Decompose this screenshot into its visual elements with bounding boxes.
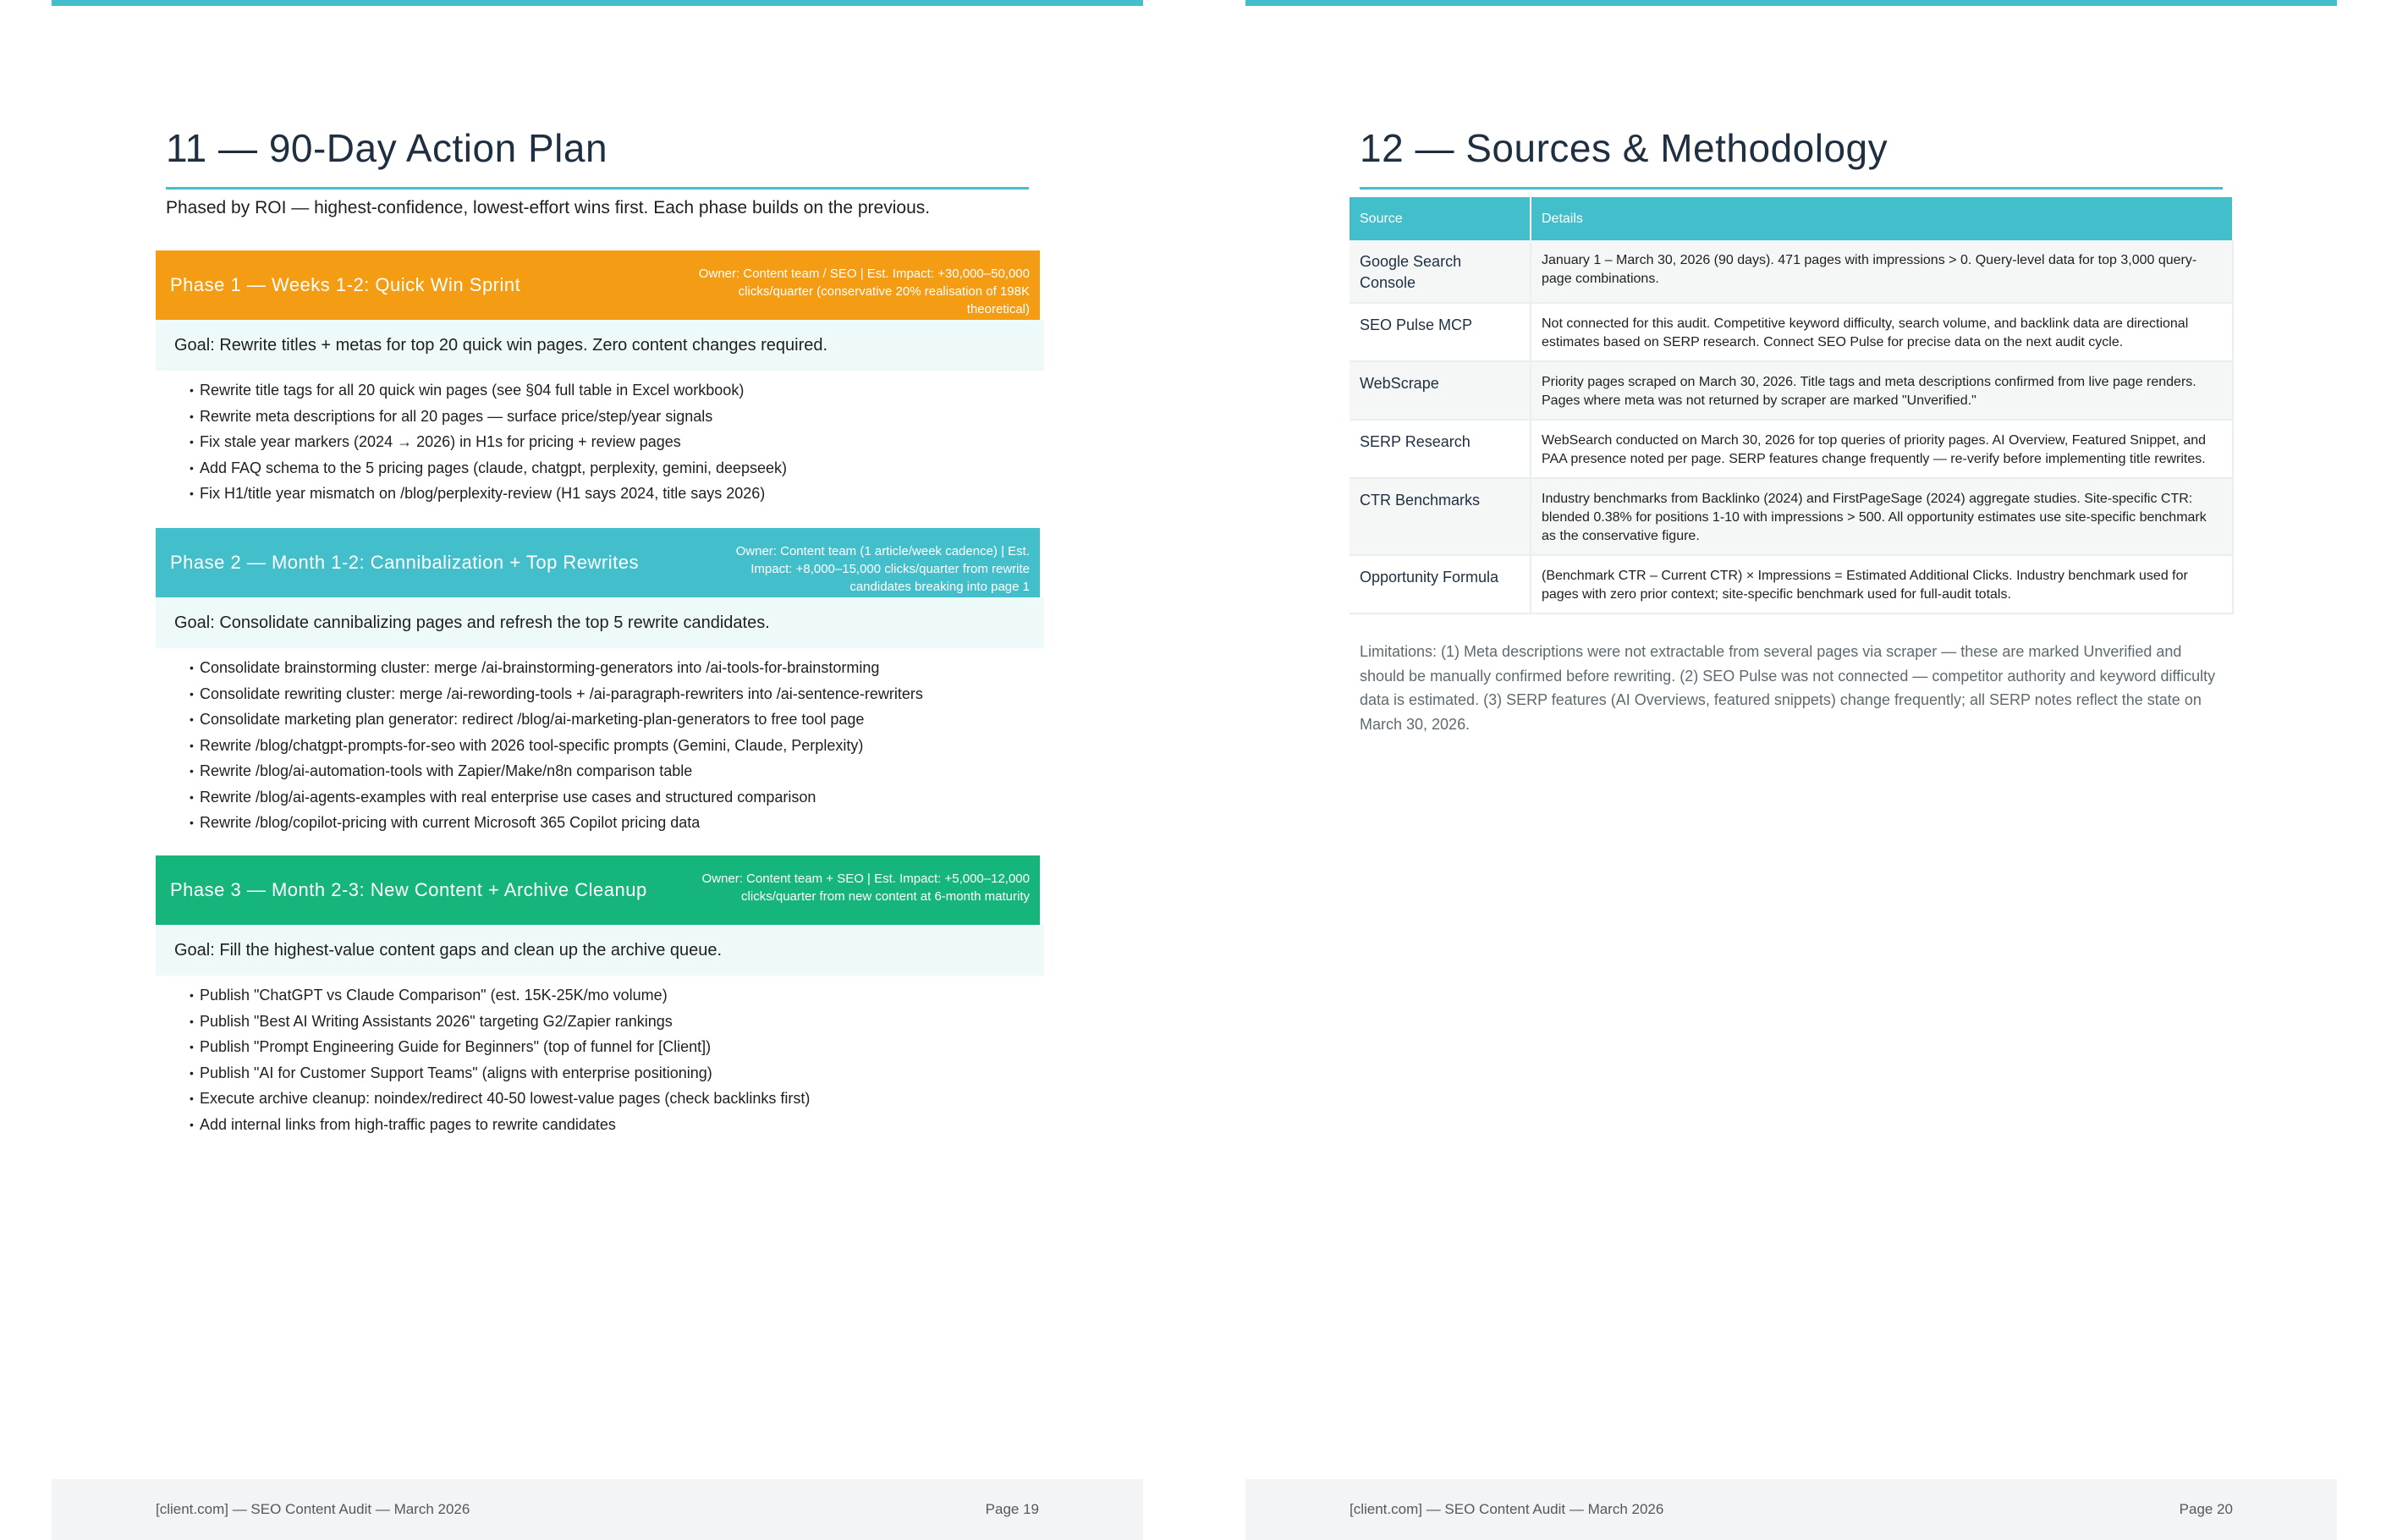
- section-title: 11 — 90-Day Action Plan: [166, 126, 608, 170]
- page-accent-bar: [52, 0, 1143, 6]
- source-cell: WebScrape: [1350, 361, 1531, 420]
- task-item: • Rewrite /blog/ai-agents-examples with real enterprise use cases and structured comparison: [190, 784, 1044, 811]
- details-cell: WebSearch conducted on March 30, 2026 for top queries of priority pages. AI Overview, Featured Snippet, and PAA presence noted per page. SERP features change frequently — re-verify before implementing title rewrites.: [1531, 420, 2233, 478]
- source-cell: Opportunity Formula: [1350, 555, 1531, 613]
- column-header-details: Details: [1531, 197, 2233, 240]
- footer-page-number: Page 20: [2179, 1501, 2233, 1517]
- page-footer: [52, 1479, 1143, 1540]
- phase-3-owner-impact: Owner: Content team + SEO | Est. Impact: +5,000–12,000 clicks/quarter from new content at 6-month maturity: [701, 872, 1030, 904]
- page-19: [52, 0, 1143, 1540]
- task-item: • Publish "ChatGPT vs Claude Comparison" (est. 15K-25K/mo volume): [190, 982, 1044, 1009]
- task-item: • Consolidate rewriting cluster: merge /ai-rewording-tools + /ai-paragraph-rewriters into /ai-sentence-rewriters: [190, 681, 1044, 707]
- source-cell: SEO Pulse MCP: [1350, 303, 1531, 361]
- source-cell: CTR Benchmarks: [1350, 478, 1531, 555]
- task-item: • Consolidate marketing plan generator: redirect /blog/ai-marketing-plan-generators to free tool page: [190, 707, 1044, 733]
- task-item: • Execute archive cleanup: noindex/redirect 40-50 lowest-value pages (check backlinks first): [190, 1086, 1044, 1112]
- footer-document-title: [client.com] — SEO Content Audit — March 2026: [156, 1501, 470, 1517]
- phase-2-block: [156, 528, 1044, 836]
- phase-2-title: Phase 2 — Month 1-2: Cannibalization + Top Rewrites: [170, 552, 639, 573]
- phase-3-title: Phase 3 — Month 2-3: New Content + Archive Cleanup: [170, 879, 647, 900]
- page-footer: [1245, 1479, 2337, 1540]
- phase-1-task-list: [156, 377, 1044, 507]
- task-item: • Add FAQ schema to the 5 pricing pages (claude, chatgpt, perplexity, gemini, deepseek): [190, 455, 1044, 481]
- details-cell: Industry benchmarks from Backlinko (2024) and FirstPageSage (2024) aggregate studies. Site-specific CTR: blended 0.38% for positions 1-10 with impressions > 500. All opportunity estimates use site-specific benchmark as the conservative figure.: [1531, 478, 2233, 555]
- table-row: [1350, 303, 2233, 361]
- table-row: [1350, 240, 2233, 303]
- title-divider: [1360, 187, 2223, 190]
- footer-page-number: Page 19: [985, 1501, 1039, 1517]
- details-cell: January 1 – March 30, 2026 (90 days). 471 pages with impressions > 0. Query-level data for top 3,000 query-page combinations.: [1531, 240, 2233, 303]
- task-item: • Rewrite meta descriptions for all 20 pages — surface price/step/year signals: [190, 404, 1044, 430]
- section-intro: Phased by ROI — highest-confidence, lowest-effort wins first. Each phase builds on the previous.: [166, 198, 931, 217]
- task-item: • Publish "Best AI Writing Assistants 2026" targeting G2/Zapier rankings: [190, 1009, 1044, 1035]
- task-item: • Add internal links from high-traffic pages to rewrite candidates: [190, 1112, 1044, 1138]
- phase-2-task-list: [156, 655, 1044, 836]
- task-item: • Consolidate brainstorming cluster: merge /ai-brainstorming-generators into /ai-tools-for-brainstorming: [190, 655, 1044, 681]
- table-row: [1350, 555, 2233, 613]
- phase-3-header: [156, 855, 1040, 925]
- section-title: 12 — Sources & Methodology: [1360, 126, 1888, 170]
- table-row: [1350, 420, 2233, 478]
- phase-2-header: [156, 528, 1040, 597]
- phase-1-header: [156, 250, 1040, 320]
- task-item: • Publish "AI for Customer Support Teams" (aligns with enterprise positioning): [190, 1060, 1044, 1086]
- phase-3-task-list: [156, 982, 1044, 1137]
- title-divider: [166, 187, 1029, 190]
- sources-table: [1350, 197, 2234, 614]
- table-header-row: [1350, 197, 2233, 240]
- task-item: • Rewrite /blog/copilot-pricing with current Microsoft 365 Copilot pricing data: [190, 810, 1044, 836]
- task-item: • Rewrite title tags for all 20 quick win pages (see §04 full table in Excel workbook): [190, 377, 1044, 404]
- limitations-note: Limitations: (1) Meta descriptions were not extractable from several pages via scraper — these are marked Unverified and should be manually confirmed before rewriting. (2) SEO Pulse was not connected — competitor authority and keyword difficulty data is estimated. (3) SERP features (AI Overviews, featured snippets) change frequently; all SERP notes reflect the state on March 30, 2026.: [1360, 643, 2216, 733]
- source-cell: Google Search Console: [1350, 240, 1531, 303]
- task-item: • Fix H1/title year mismatch on /blog/perplexity-review (H1 says 2024, title says 2026): [190, 481, 1044, 507]
- phase-1-owner-impact: Owner: Content team / SEO | Est. Impact: +30,000–50,000 clicks/quarter (conservative 20% realisation of 198K theoretical): [698, 267, 1030, 316]
- phase-1-title: Phase 1 — Weeks 1-2: Quick Win Sprint: [170, 274, 521, 295]
- task-item: • Publish "Prompt Engineering Guide for Beginners" (top of funnel for [Client]): [190, 1034, 1044, 1060]
- table-row: [1350, 361, 2233, 420]
- task-item: • Rewrite /blog/ai-automation-tools with Zapier/Make/n8n comparison table: [190, 758, 1044, 784]
- task-item: • Rewrite /blog/chatgpt-prompts-for-seo with 2026 tool-specific prompts (Gemini, Claude, Perplexity): [190, 733, 1044, 759]
- table-row: [1350, 478, 2233, 555]
- task-item: • Fix stale year markers (2024 → 2026) in H1s for pricing + review pages: [190, 429, 1044, 455]
- phase-3-goal: Goal: Fill the highest-value content gaps and clean up the archive queue.: [156, 925, 1044, 976]
- details-cell: (Benchmark CTR – Current CTR) × Impressions = Estimated Additional Clicks. Industry benchmark used for pages with zero prior context; site-specific benchmark used for full-audit totals.: [1531, 555, 2233, 613]
- phase-2-goal: Goal: Consolidate cannibalizing pages and refresh the top 5 rewrite candidates.: [156, 597, 1044, 648]
- footer-document-title: [client.com] — SEO Content Audit — March 2026: [1350, 1501, 1664, 1517]
- phase-1-block: [156, 250, 1044, 507]
- page-20: [1245, 0, 2337, 1540]
- details-cell: Priority pages scraped on March 30, 2026. Title tags and meta descriptions confirmed from live page renders. Pages where meta was not returned by scraper are marked "Unverified.": [1531, 361, 2233, 420]
- phase-1-goal: Goal: Rewrite titles + metas for top 20 quick win pages. Zero content changes required.: [156, 320, 1044, 371]
- page-accent-bar: [1245, 0, 2337, 6]
- phase-2-owner-impact: Owner: Content team (1 article/week cadence) | Est. Impact: +8,000–15,000 clicks/quarter from rewrite candidates breaking into page 1: [735, 544, 1030, 594]
- details-cell: Not connected for this audit. Competitive keyword difficulty, search volume, and backlink data are directional estimates based on SERP research. Connect SEO Pulse for precise data on the next audit cycle.: [1531, 303, 2233, 361]
- column-header-source: Source: [1350, 197, 1531, 240]
- source-cell: SERP Research: [1350, 420, 1531, 478]
- phase-3-block: [156, 855, 1044, 1137]
